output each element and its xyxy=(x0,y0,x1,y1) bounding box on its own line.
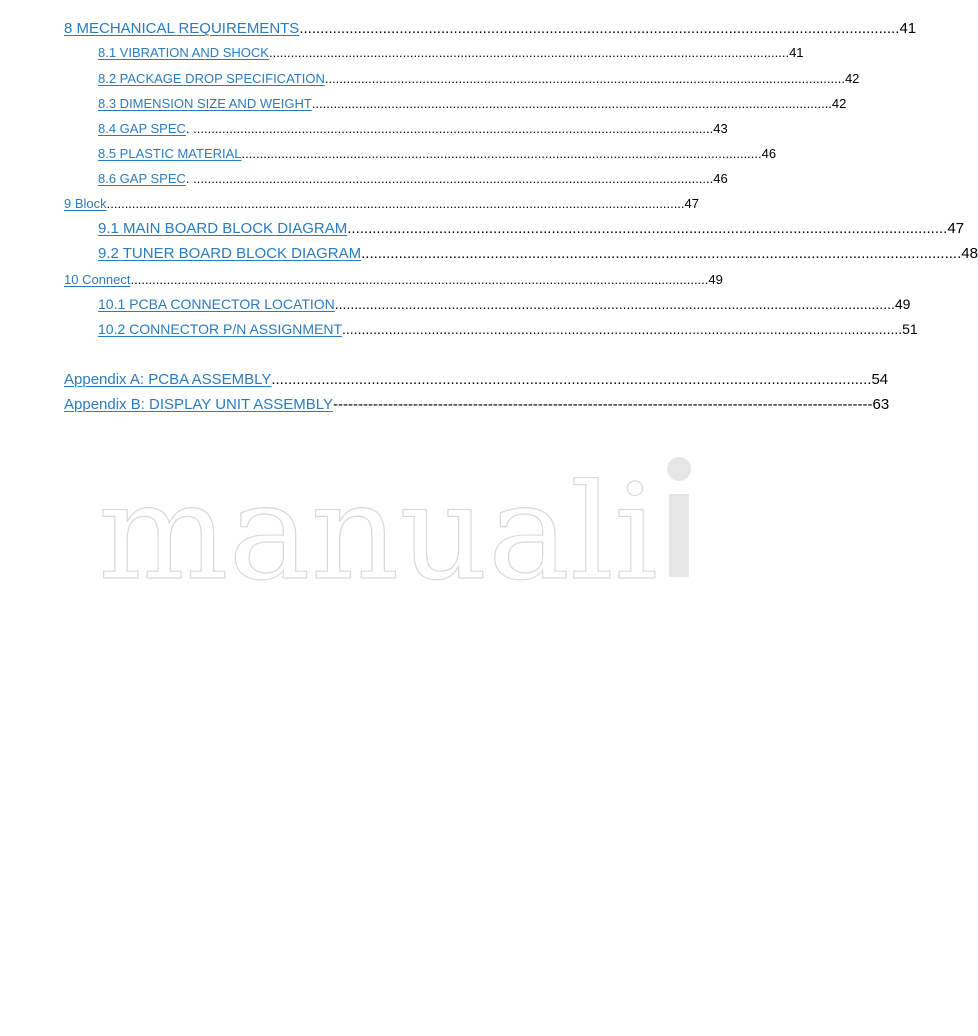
toc-entry-10-2 xyxy=(98,321,918,337)
toc-page-number: 49 xyxy=(894,296,911,312)
toc-link-plastic-material[interactable]: 8.5 PLASTIC MATERIAL xyxy=(98,146,242,161)
toc-leader: ................................................................................................................................................ xyxy=(271,371,872,388)
toc-page-number: 47 xyxy=(947,220,965,237)
toc-entry-8-4 xyxy=(98,121,728,136)
toc-page-number: 41 xyxy=(899,20,917,37)
toc-leader: ------------------------------------------------------------------------------------------------------------ xyxy=(333,396,873,413)
toc-entry-8-2 xyxy=(98,71,860,86)
toc-link-package-drop-specification[interactable]: 8.2 PACKAGE DROP SPECIFICATION xyxy=(98,71,325,86)
toc-entry-9-2 xyxy=(98,245,978,262)
toc-leader: ................................................................................................................................................................ xyxy=(130,272,709,287)
toc-page-number: 48 xyxy=(961,245,978,262)
watermark-i-stem xyxy=(669,494,689,577)
toc-leader: ................................................................................................................................................ xyxy=(347,220,948,237)
toc-entry-8-3 xyxy=(98,96,847,111)
toc-link-connect[interactable]: 10 Connect xyxy=(64,272,131,287)
toc-page-number: 49 xyxy=(708,272,723,287)
toc-link-gap-spec[interactable]: 8.4 GAP SPEC xyxy=(98,121,186,136)
watermark-text: manuali xyxy=(98,456,658,610)
toc-leader: ................................................................................................................................................ xyxy=(361,245,962,262)
toc-link-tuner-board-block-diagram[interactable]: 9.2 TUNER BOARD BLOCK DIAGRAM xyxy=(98,245,362,262)
toc-link-main-board-block-diagram[interactable]: 9.1 MAIN BOARD BLOCK DIAGRAM xyxy=(98,220,348,237)
toc-link-connector-pn-assignment[interactable]: 10.2 CONNECTOR P/N ASSIGNMENT xyxy=(98,321,343,337)
toc-entry-appendix-a xyxy=(64,371,889,388)
toc-link-mechanical-requirements[interactable]: 8 MECHANICAL REQUIREMENTS xyxy=(64,20,300,37)
toc-entry-appendix-b xyxy=(64,396,890,413)
toc-leader: . ................................................................................................................................................ xyxy=(185,171,714,186)
toc-page-number: 43 xyxy=(713,121,728,136)
toc-leader: ................................................................................................................................................ xyxy=(311,96,832,111)
toc-link-dimension-size-and-weight[interactable]: 8.3 DIMENSION SIZE AND WEIGHT xyxy=(98,96,312,111)
toc-leader: ................................................................................................................................................ xyxy=(241,146,762,161)
toc-page-number: 41 xyxy=(789,45,804,60)
toc-link-appendix-a[interactable]: Appendix A: PCBA ASSEMBLY xyxy=(64,371,272,388)
toc-page-number: 47 xyxy=(684,196,699,211)
toc-link-pcba-connector-location[interactable]: 10.1 PCBA CONNECTOR LOCATION xyxy=(98,296,335,312)
toc-leader: ................................................................................................................................................ xyxy=(324,71,845,86)
watermark-i-dot xyxy=(667,457,691,481)
toc-entry-9-1 xyxy=(98,220,965,237)
toc-leader: . ................................................................................................................................................ xyxy=(185,121,714,136)
toc-page-number: 46 xyxy=(713,171,728,186)
toc-leader: ................................................................................................................................................................ xyxy=(106,196,685,211)
toc-page-number: 54 xyxy=(871,371,889,388)
toc-link-gap-spec-2[interactable]: 8.6 GAP SPEC xyxy=(98,171,186,186)
toc-entry-9 xyxy=(64,196,699,211)
toc-entry-8-6 xyxy=(98,171,728,186)
toc-entry-10-1 xyxy=(98,296,911,312)
watermark-logo xyxy=(98,452,708,610)
toc-page-number: 51 xyxy=(902,321,918,337)
toc-entry-8-1 xyxy=(98,45,804,60)
toc-link-block[interactable]: 9 Block xyxy=(64,196,107,211)
toc-entry-8 xyxy=(64,20,917,37)
toc-leader: ................................................................................................................................................ xyxy=(334,296,895,312)
toc-leader: ................................................................................................................................................ xyxy=(268,45,790,60)
toc-page-number: 42 xyxy=(844,71,860,86)
toc-leader: ................................................................................................................................................ xyxy=(299,20,900,37)
toc-page-number: 42 xyxy=(831,96,847,111)
toc-link-vibration-and-shock[interactable]: 8.1 VIBRATION AND SHOCK xyxy=(98,45,269,60)
toc-link-appendix-b[interactable]: Appendix B: DISPLAY UNIT ASSEMBLY xyxy=(64,396,334,413)
toc-page-number: 63 xyxy=(872,396,890,413)
toc-leader: ................................................................................................................................................ xyxy=(342,321,903,337)
toc-entry-10 xyxy=(64,272,723,287)
toc-page-number: 46 xyxy=(761,146,777,161)
toc-entry-8-5 xyxy=(98,146,777,161)
